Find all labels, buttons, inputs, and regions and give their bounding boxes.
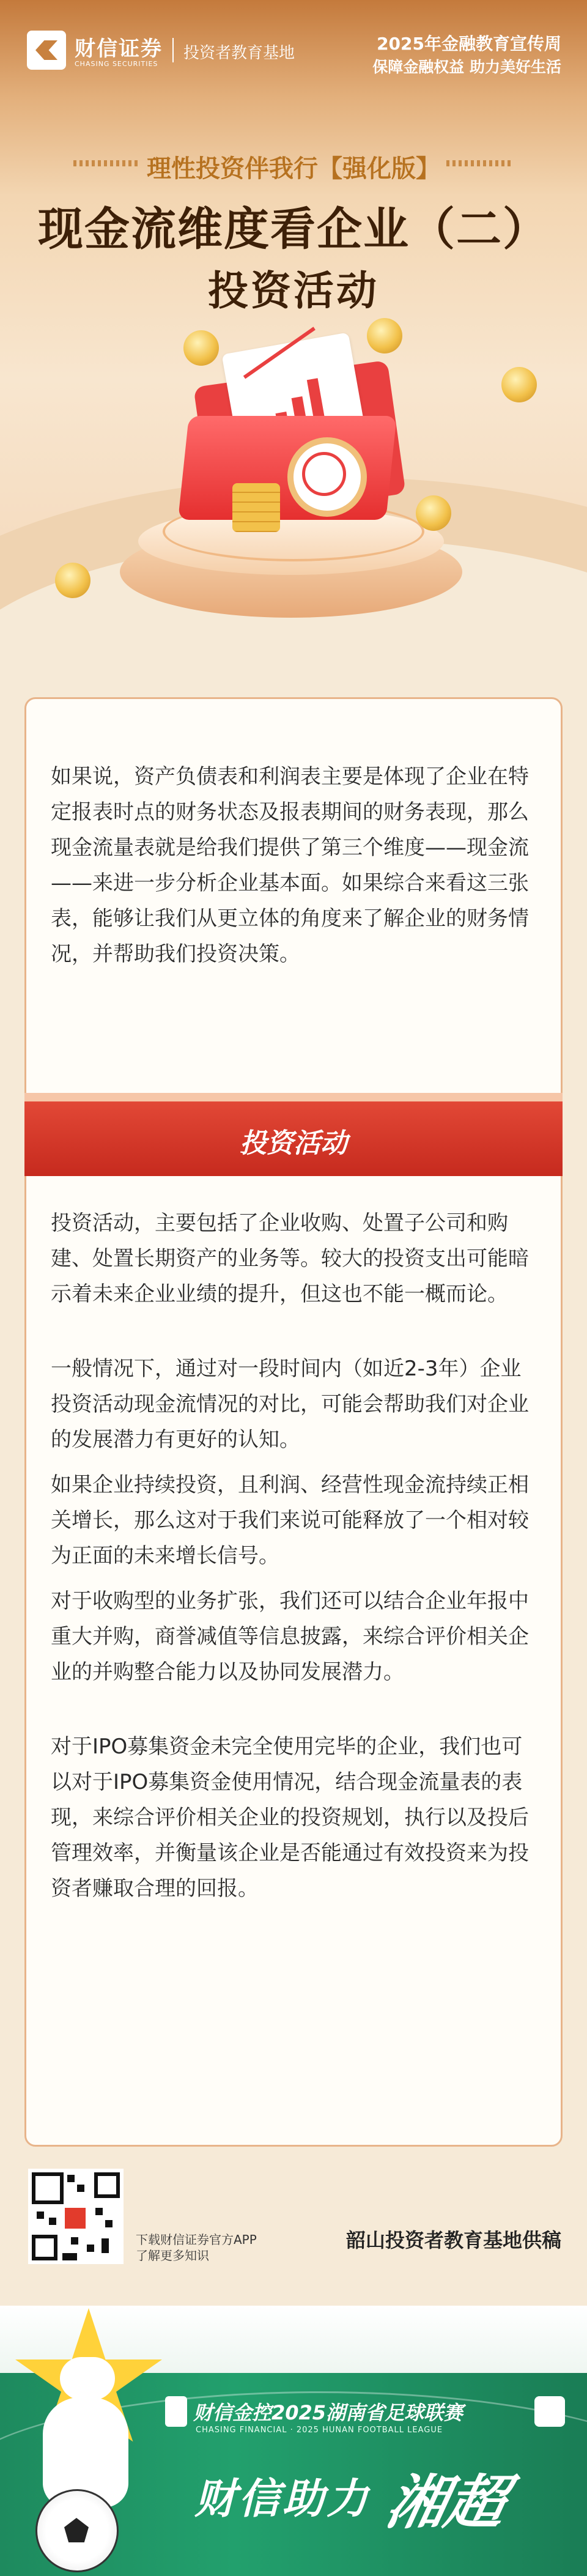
banner-slogan: 财信助力 xyxy=(194,2475,371,2523)
body-paragraph: 对于IPO募集资金未完全使用完毕的企业，我们也可以对于IPO募集资金使用情况，结合现金流量表的表现，来综合评价相关企业的投资规划，执行以及投后管理效率，并衡量该企业是否能通过有效投资来为投资者赚取合理的回报。 xyxy=(51,1734,529,1901)
league-logo-icon xyxy=(165,2396,187,2427)
coin-icon xyxy=(416,495,451,531)
campaign-title: 2025年金融教育宣传周 xyxy=(377,34,561,54)
qr-caption-download: 下载财信证券官方APP xyxy=(136,2232,257,2247)
section-header-band xyxy=(24,1101,563,1176)
banner-slogan-brush: 湘超 xyxy=(380,2468,513,2537)
league-badge-icon xyxy=(534,2396,565,2427)
body-paragraph: 对于收购型的业务扩张，我们还可以结合企业年报中重大并购，商誉减值等信息披露，来综合评价相关企业的并购整合能力以及协同发展潜力。 xyxy=(51,1589,529,1684)
content-card xyxy=(24,697,563,2147)
coin-icon xyxy=(183,330,219,366)
soccer-ball-icon xyxy=(35,2489,119,2572)
brand-logo-icon xyxy=(27,31,66,70)
coin-icon xyxy=(55,563,90,598)
trend-arrow-icon xyxy=(243,327,316,379)
brand-sub: CHASING SECURITIES xyxy=(75,60,158,68)
clock-icon xyxy=(287,437,367,517)
football-league-banner[interactable] xyxy=(0,2306,587,2576)
base-label: 投资者教育基地 xyxy=(183,44,295,62)
content-provider: 韶山投资者教育基地供稿 xyxy=(345,2229,561,2252)
coin-stack-icon xyxy=(232,483,280,532)
qr-caption-learn: 了解更多知识 xyxy=(136,2248,209,2263)
top-bar xyxy=(0,0,587,98)
league-name-en: CHASING FINANCIAL · 2025 HUNAN FOOTBALL LEAGUE xyxy=(196,2426,443,2435)
intro-paragraph: 如果说，资产负债表和利润表主要是体现了企业在特定报表时点的财务状态及报表期间的财务表现，那么现金流量表就是给我们提供了第三个维度——现金流——来进一步分析企业基本面。如果综合来看这三张表，能够让我们从更立体的角度来了解企业的财务情况，并帮助我们投资决策。 xyxy=(51,764,529,966)
campaign-slogan: 保障金融权益 助力美好生活 xyxy=(372,58,561,76)
coin-icon xyxy=(501,367,537,402)
body-paragraph: 一般情况下，通过对一段时间内（如近2-3年）企业投资活动现金流情况的对比，可能会帮助我们对企业的发展潜力有更好的认知。 xyxy=(51,1356,529,1452)
series-title: 理性投资伴我行【强化版】 xyxy=(147,155,440,183)
mascot-head xyxy=(60,2357,115,2400)
coin-icon xyxy=(367,318,402,353)
section-title: 投资活动 xyxy=(240,1128,347,1159)
page-title: 现金流维度看企业（二） xyxy=(38,203,549,256)
league-name: 财信金控2025湖南省足球联赛 xyxy=(193,2401,463,2424)
hero-section xyxy=(0,0,587,709)
divider xyxy=(172,38,174,62)
app-download-qr-code[interactable] xyxy=(28,2169,124,2264)
page-subtitle: 投资活动 xyxy=(208,267,379,314)
body-paragraph: 如果企业持续投资，且利润、经营性现金流持续正相关增长，那么这对于我们来说可能释放了一个相对较为正面的未来增长信号。 xyxy=(51,1473,529,1568)
body-paragraph: 投资活动，主要包括了企业收购、处置子公司和购建、处置长期资产的业务等。较大的投资支出可能暗示着未来企业业绩的提升，但这也不能一概而论。 xyxy=(51,1211,529,1306)
brand-name: 财信证券 xyxy=(75,37,163,61)
folder-illustration xyxy=(0,306,587,648)
